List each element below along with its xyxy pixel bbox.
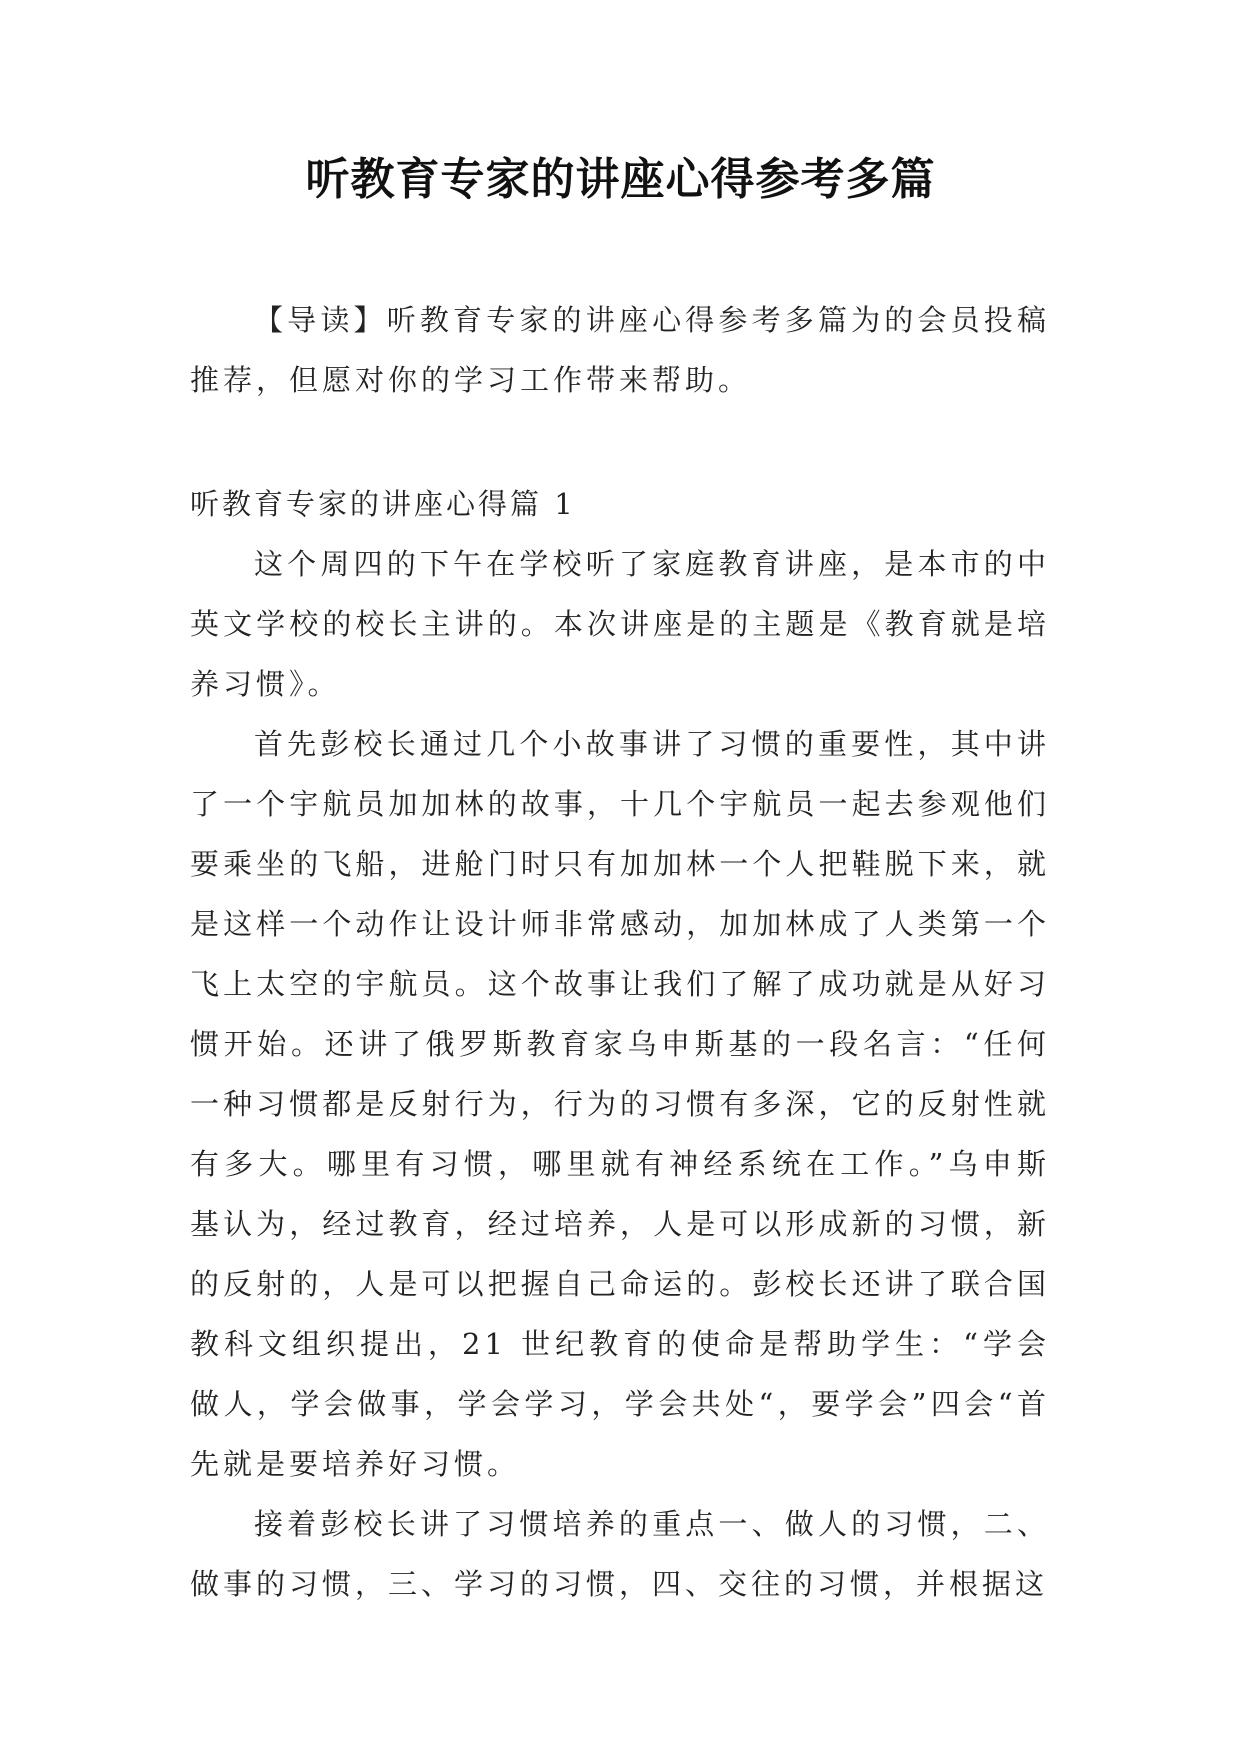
document-body <box>190 290 1050 1614</box>
body-paragraph-1: 这个周四的下午在学校听了家庭教育讲座，是本市的中英文学校的校长主讲的。本次讲座是的主题是《教育就是培养习惯》。 <box>190 547 1050 701</box>
body-paragraph-3: 接着彭校长讲了习惯培养的重点一、做人的习惯，二、做事的习惯，三、学习的习惯，四、交往的习惯，并根据这 <box>190 1507 1050 1601</box>
body-paragraph-2: 首先彭校长通过几个小故事讲了习惯的重要性，其中讲了一个宇航员加加林的故事，十几个宇航员一起去参观他们要乘坐的飞船，进舱门时只有加加林一个人把鞋脱下来，就是这样一个动作让设计师非常感动，加加林成了人类第一个飞上太空的宇航员。这个故事让我们了解了成功就是从好习惯开始。还讲了俄罗斯教育家乌申斯基的一段名言：“任何一种习惯都是反射行为，行为的习惯有多深，它的反射性就有多大。哪里有习惯，哪里就有神经系统在工作。”乌申斯基认为，经过教育，经过培养，人是可以形成新的习惯，新的反射的，人是可以把握自己命运的。彭校长还讲了联合国教科文组织提出，21 世纪教育的使命是帮助学生：“学会做人，学会做事，学会学习，学会共处“，要学会”四会“首先就是要培养好习惯。 <box>190 727 1050 1481</box>
intro-paragraph: 【导读】听教育专家的讲座心得参考多篇为的会员投稿推荐，但愿对你的学习工作带来帮助。 <box>190 303 1050 397</box>
document-title: 听教育专家的讲座心得参考多篇 <box>305 154 936 205</box>
section-heading: 听教育专家的讲座心得篇 1 <box>190 487 576 521</box>
